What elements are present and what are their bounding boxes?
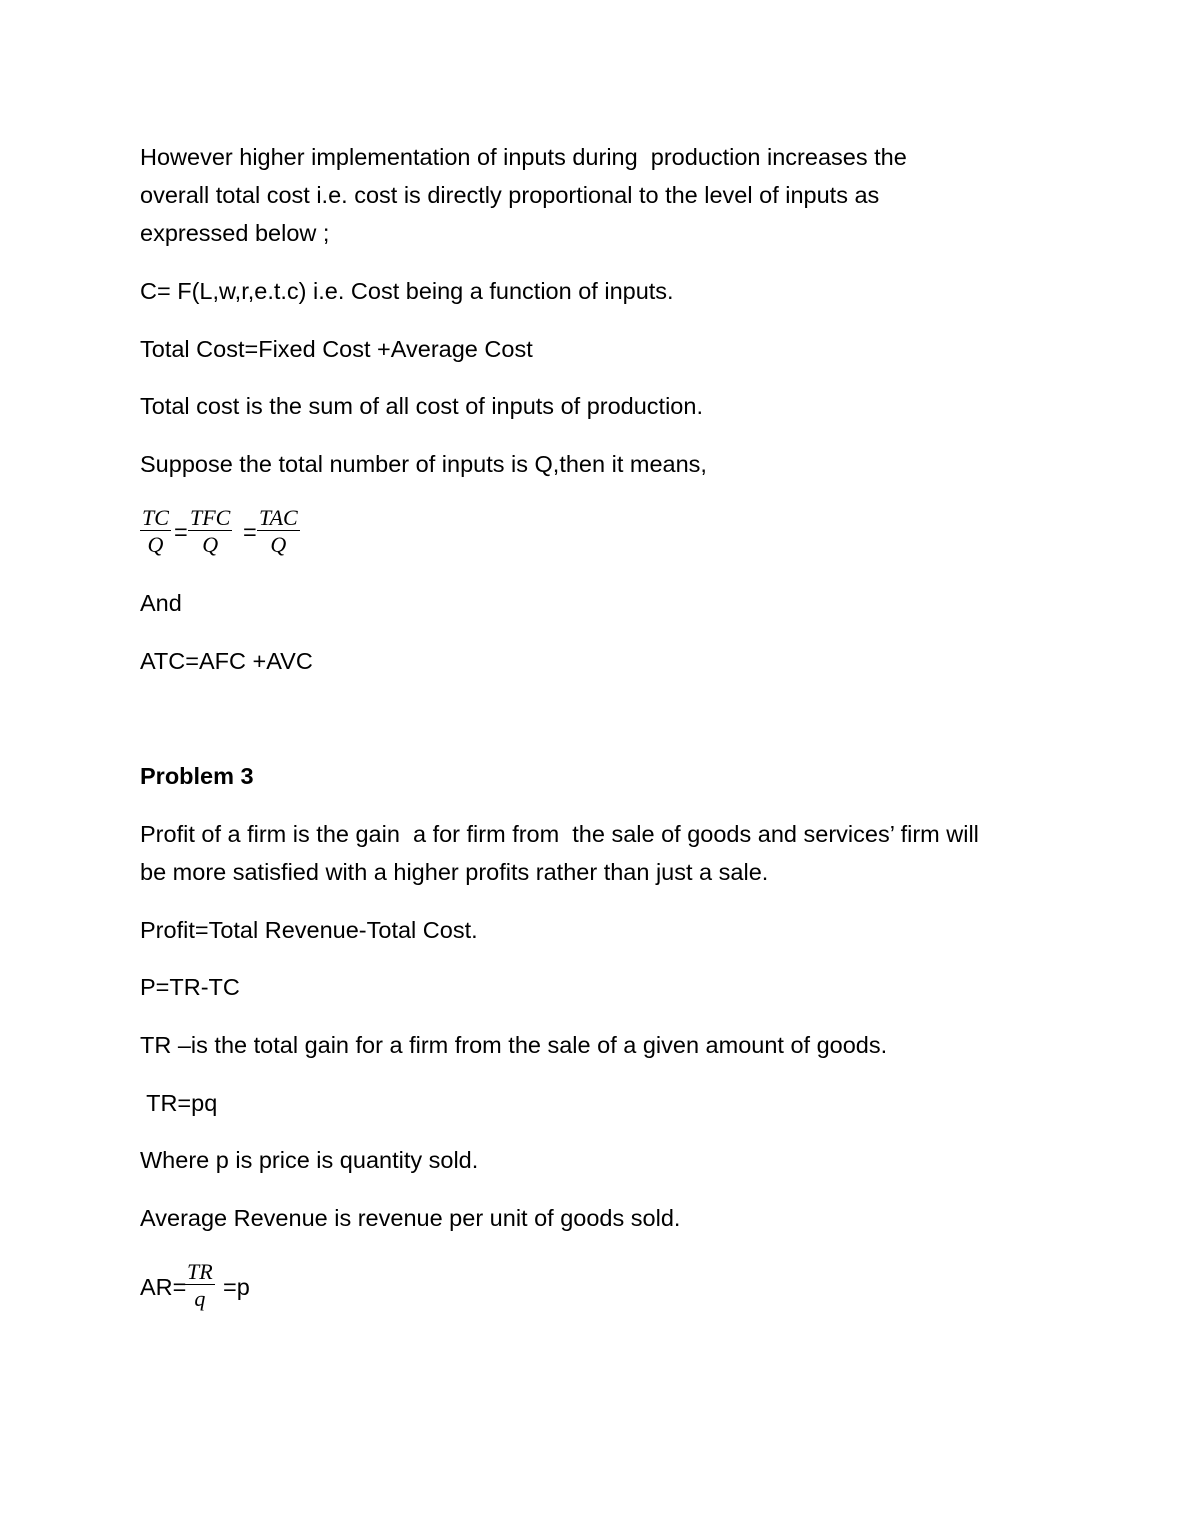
paragraph-line: overall total cost i.e. cost is directly proportional to the level of inputs as xyxy=(140,182,880,208)
equals-sign: = xyxy=(243,519,257,545)
fraction-numerator: TC xyxy=(142,505,169,530)
tr-definition: TR –is the total gain for a firm from the sale of a given amount of goods. xyxy=(140,1032,888,1058)
paragraph-line: expressed below ; xyxy=(140,220,330,246)
fraction-numerator: TAC xyxy=(259,505,298,530)
fraction-denominator: Q xyxy=(147,532,164,557)
inputs-assumption: Suppose the total number of inputs is Q,then it means, xyxy=(140,451,707,477)
fraction-tr-q xyxy=(185,1260,215,1313)
equals-sign: = xyxy=(174,519,188,545)
atc-equation: ATC=AFC +AVC xyxy=(140,648,313,674)
fraction-tc-q xyxy=(140,506,171,559)
fraction-denominator: Q xyxy=(202,532,219,557)
ar-prefix: AR= xyxy=(140,1274,187,1300)
fraction-denominator: Q xyxy=(270,532,287,557)
fraction-numerator: TR xyxy=(187,1259,213,1284)
fraction-tfc-q xyxy=(188,506,232,559)
paragraph-line: be more satisfied with a higher profits rather than just a sale. xyxy=(140,859,769,885)
total-cost-definition: Total cost is the sum of all cost of inputs of production. xyxy=(140,393,703,419)
ar-suffix: =p xyxy=(223,1274,250,1300)
profit-equation: P=TR-TC xyxy=(140,974,240,1000)
paragraph-line: Profit of a firm is the gain a for firm from the sale of goods and services’ firm will xyxy=(140,821,979,847)
cost-function-line: C= F(L,w,r,e.t.c) i.e. Cost being a function of inputs. xyxy=(140,278,674,304)
paragraph-line: However higher implementation of inputs during production increases the xyxy=(140,144,907,170)
total-cost-line: Total Cost=Fixed Cost +Average Cost xyxy=(140,336,533,362)
average-revenue-definition: Average Revenue is revenue per unit of goods sold. xyxy=(140,1205,681,1231)
section-heading: Problem 3 xyxy=(140,763,254,789)
tr-equation: TR=pq xyxy=(140,1090,218,1116)
fraction-numerator: TFC xyxy=(190,505,231,530)
and-line: And xyxy=(140,590,182,616)
where-line: Where p is price is quantity sold. xyxy=(140,1147,479,1173)
fraction-denominator: q xyxy=(194,1286,206,1311)
fraction-tac-q xyxy=(257,506,300,559)
profit-definition: Profit=Total Revenue-Total Cost. xyxy=(140,917,478,943)
